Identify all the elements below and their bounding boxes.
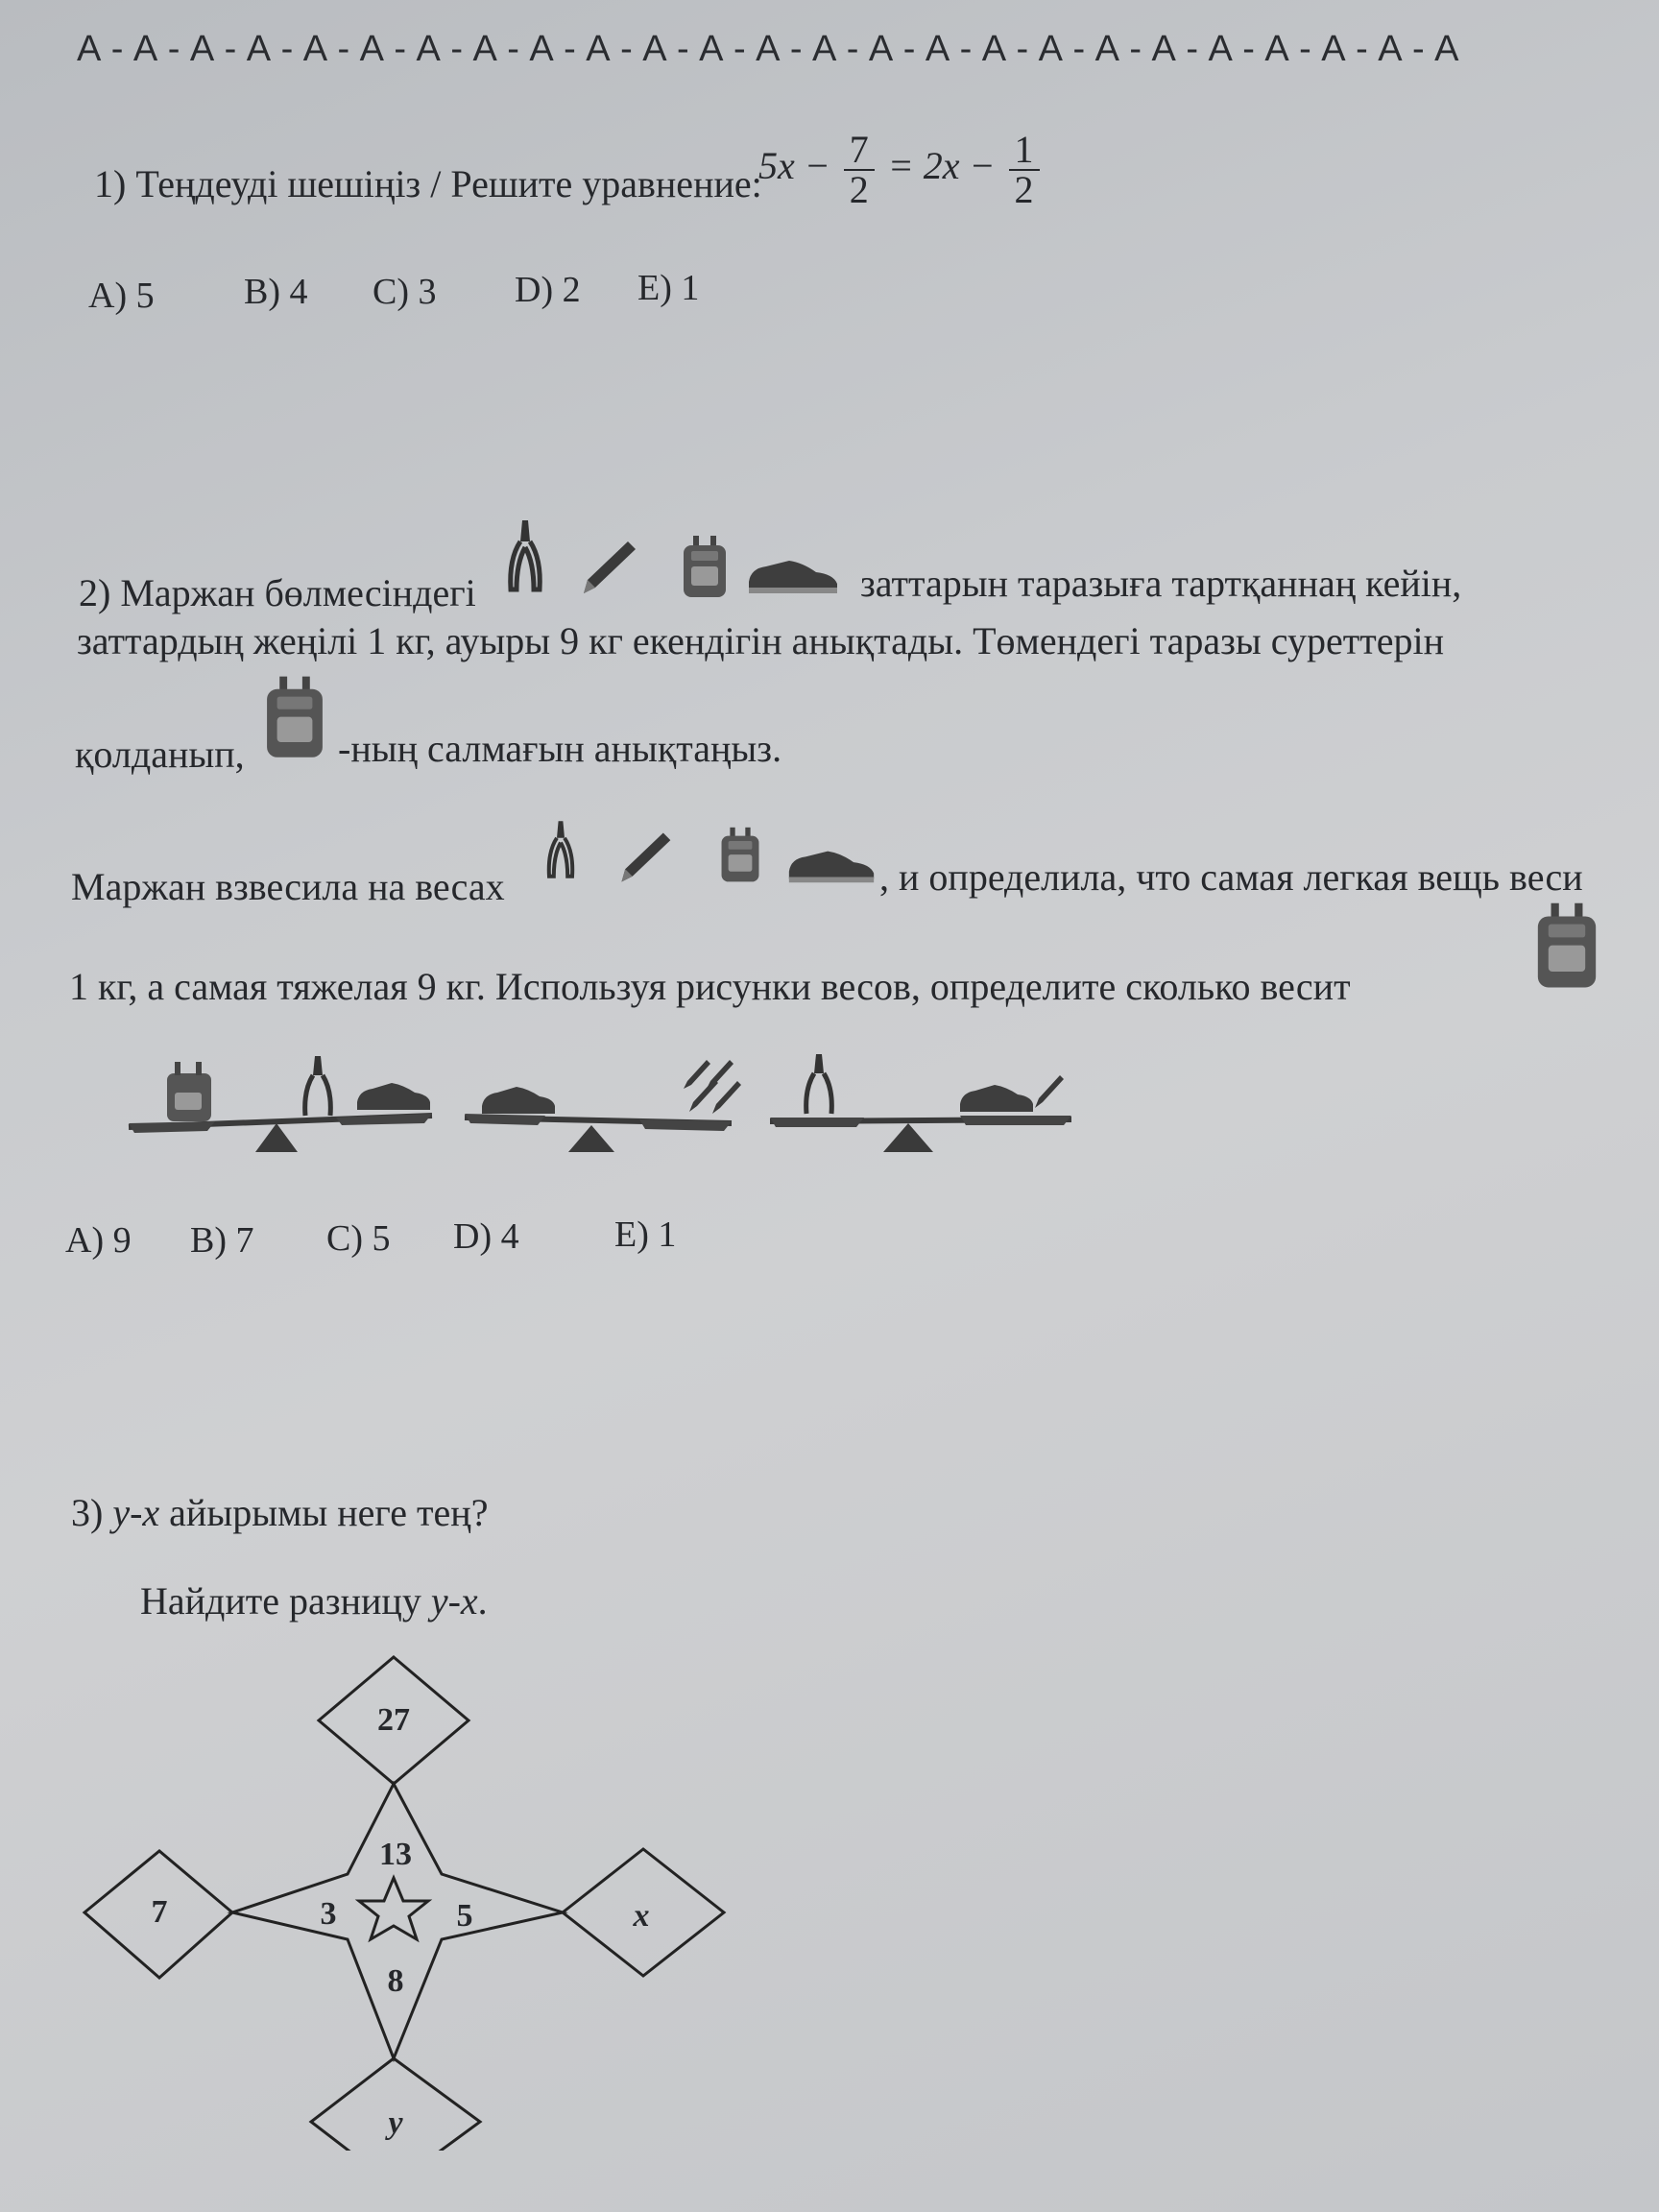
q1-option-a: A) 5	[88, 276, 155, 316]
q2-kz-line3-end: -ның салмағын анықтаңыз.	[338, 727, 782, 770]
q3-ru-text: Найдите разницу	[140, 1579, 421, 1623]
diagram-top-value: 27	[377, 1702, 410, 1738]
q3-kz-variable: y-x	[112, 1491, 160, 1534]
q3-kz-number: 3)	[71, 1491, 104, 1534]
pencil-icon	[574, 534, 641, 601]
q2-kz-line1-start: 2) Маржан бөлмесіндегі	[79, 571, 476, 614]
q2-kz-line2: заттардың жеңілі 1 кг, ауыры 9 кг екендігін анықтады. Төмендегі таразы суреттерін	[77, 619, 1444, 662]
balance-scales-illustration	[115, 1046, 1094, 1171]
center-star-icon	[359, 1878, 428, 1939]
q1-fraction-1	[844, 128, 875, 211]
q2-ru-line1-end: , и определила, что самая легкая вещь веси	[879, 855, 1583, 899]
diagram-inner-left: 3	[320, 1896, 337, 1932]
q1-option-d: D) 2	[515, 270, 581, 310]
q2-option-c: C) 5	[326, 1218, 391, 1259]
variant-strip: A - A - A - A - A - A - A - A - A - A - A - A - A - A - A - A - A - A - A - A - A - A - A - A - A	[77, 29, 1460, 69]
q2-option-e: E) 1	[614, 1214, 677, 1255]
q2-option-a: A) 9	[65, 1220, 132, 1261]
q1-eq-mid: = 2x −	[887, 144, 996, 188]
q2-kz-line3-start: қолданып,	[75, 733, 245, 776]
diagram-left-value: 7	[151, 1894, 168, 1930]
q1-prompt: 1) Теңдеуді шешіңіз / Решите уравнение:	[94, 162, 762, 205]
pencil-icon	[613, 826, 676, 889]
q2-kz-line1-end: заттарын таразыға тартқаннаң кейін,	[860, 562, 1462, 605]
q1-frac1-den: 2	[849, 168, 869, 211]
q3-ru-prompt	[140, 1578, 488, 1623]
q3-ru-end: .	[477, 1579, 488, 1623]
diagram-inner-right: 5	[456, 1898, 473, 1934]
diagram-inner-bottom: 8	[387, 1963, 404, 1999]
scale-2	[465, 1060, 741, 1152]
scale-3	[770, 1054, 1071, 1152]
q1-option-c: C) 3	[373, 272, 437, 312]
diagram-inner-top: 13	[379, 1837, 412, 1872]
backpack-icon	[680, 534, 730, 601]
q2-ru-line2: 1 кг, а самая тяжелая 9 кг. Используя рисунки весов, определите сколько весит	[69, 965, 1351, 1008]
q3-kz-prompt	[71, 1490, 488, 1535]
diagram-right-value: x	[633, 1898, 650, 1934]
q2-ru-line1-start: Маржан взвесила на весах	[71, 865, 505, 908]
pliers-icon	[541, 808, 580, 889]
backpack-icon	[261, 674, 328, 762]
q3-ru-variable: y-x	[430, 1579, 478, 1623]
q1-eq-left: 5x −	[758, 144, 830, 188]
diagram-bottom-value: y	[388, 2105, 403, 2141]
q1-frac2-num: 1	[1009, 131, 1040, 171]
pliers-icon	[501, 517, 549, 593]
backpack-icon	[718, 822, 762, 889]
q1-equation	[758, 128, 1044, 211]
backpack-icon	[1532, 901, 1601, 993]
sneaker-icon	[785, 843, 878, 887]
four-point-star	[232, 1784, 563, 2058]
q2-option-b: B) 7	[190, 1220, 254, 1261]
q1-option-b: B) 4	[244, 272, 308, 312]
sneaker-icon	[745, 553, 841, 597]
q1-frac2-den: 2	[1014, 168, 1034, 211]
q2-option-d: D) 4	[453, 1216, 519, 1257]
q1-fraction-2	[1009, 128, 1040, 211]
q1-option-e: E) 1	[637, 268, 700, 308]
q1-frac1-num: 7	[844, 131, 875, 171]
q3-kz-text: айырымы неге тең?	[169, 1491, 489, 1534]
scale-1	[129, 1056, 432, 1152]
